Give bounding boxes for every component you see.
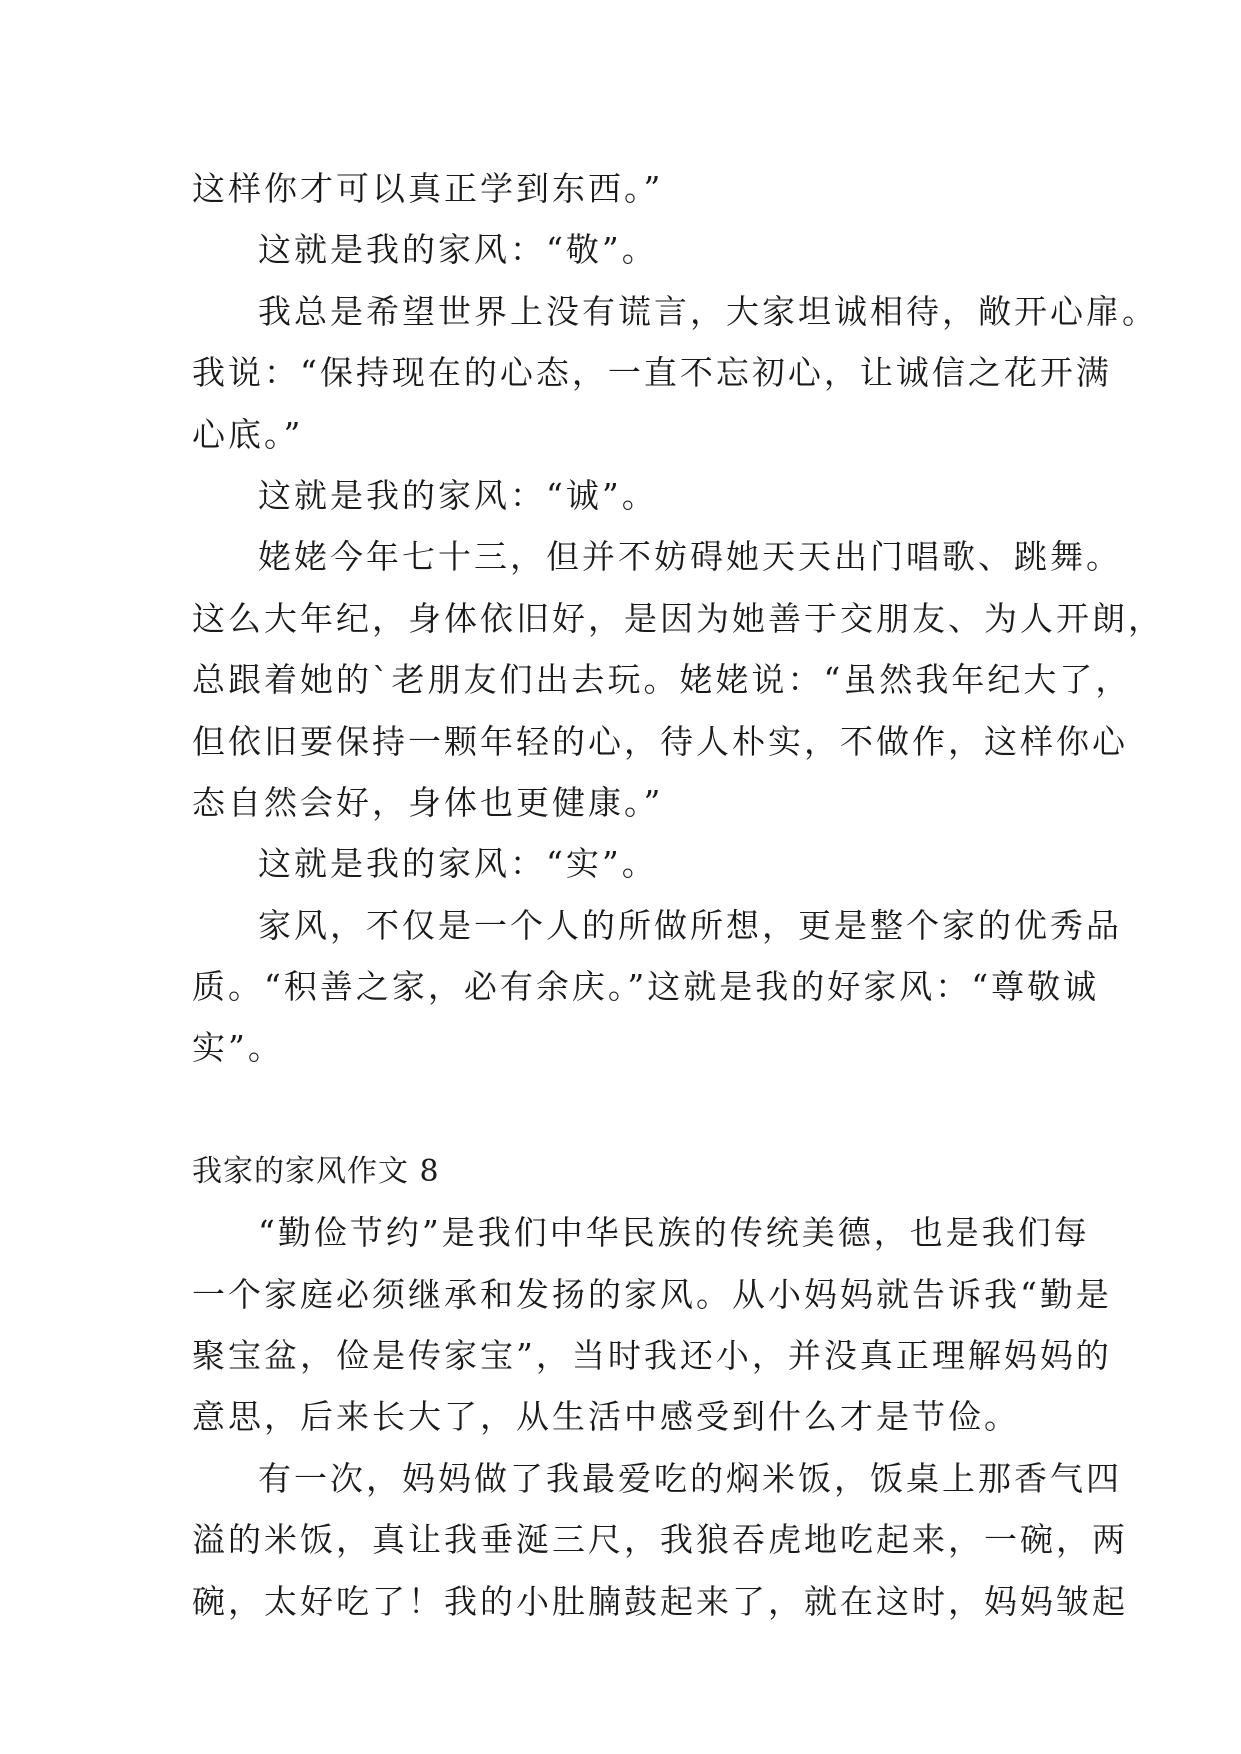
text-line: 家风，不仅是一个人的所做所想，更是整个家的优秀品 bbox=[258, 905, 1122, 945]
section-gap bbox=[192, 1079, 1052, 1141]
text-line: 态自然会好，身体也更健康。” bbox=[192, 782, 664, 822]
text-line: “勤俭节约”是我们中华民族的传统美德，也是我们每 bbox=[258, 1213, 1090, 1253]
text-line: 一个家庭必须继承和发扬的家风。从小妈妈就告诉我“勤是 bbox=[192, 1274, 1112, 1314]
text-line: 溢的米饭，真让我垂涎三尺，我狼吞虎地吃起来，一碗，两 bbox=[192, 1520, 1128, 1560]
text-line: 聚宝盆，俭是传家宝”，当时我还小，并没真正理解妈妈的 bbox=[192, 1336, 1112, 1376]
text-line: 但依旧要保持一颗年轻的心，待人朴实，不做作，这样你心 bbox=[192, 721, 1128, 761]
text-line: 心底。” bbox=[192, 414, 304, 454]
text-line: 我总是希望世界上没有谎言，大家坦诚相待，敞开心扉。 bbox=[258, 291, 1158, 331]
text-line: 碗，太好吃了！我的小肚腩鼓起来了，就在这时，妈妈皱起 bbox=[192, 1581, 1128, 1621]
text-line: 这就是我的家风：“敬”。 bbox=[258, 230, 658, 270]
text-line: 质。“积善之家，必有余庆。”这就是我的好家风：“尊敬诚 bbox=[192, 967, 1100, 1007]
document-page bbox=[192, 158, 1164, 1632]
text-line: 意思，后来长大了，从生活中感受到什么才是节俭。 bbox=[192, 1397, 1020, 1437]
text-line: 总跟着她的`老朋友们出去玩。姥姥说：“虽然我年纪大了， bbox=[192, 660, 1132, 700]
section-heading: 我家的家风作文 8 bbox=[192, 1153, 440, 1189]
text-line: 这么大年纪，身体依旧好，是因为她善于交朋友、为人开朗， bbox=[192, 598, 1164, 638]
text-line: 实”。 bbox=[192, 1028, 284, 1068]
text-line: 这就是我的家风：“诚”。 bbox=[258, 475, 658, 515]
text-line: 我说：“保持现在的心态，一直不忘初心，让诚信之花开满 bbox=[192, 353, 1112, 393]
text-line: 这就是我的家风：“实”。 bbox=[258, 844, 658, 884]
text-line: 这样你才可以真正学到东西。” bbox=[192, 169, 664, 208]
text-line: 有一次，妈妈做了我最爱吃的焖米饭，饭桌上那香气四 bbox=[258, 1458, 1122, 1498]
text-line: 姥姥今年七十三，但并不妨碍她天天出门唱歌、跳舞。 bbox=[258, 537, 1122, 577]
